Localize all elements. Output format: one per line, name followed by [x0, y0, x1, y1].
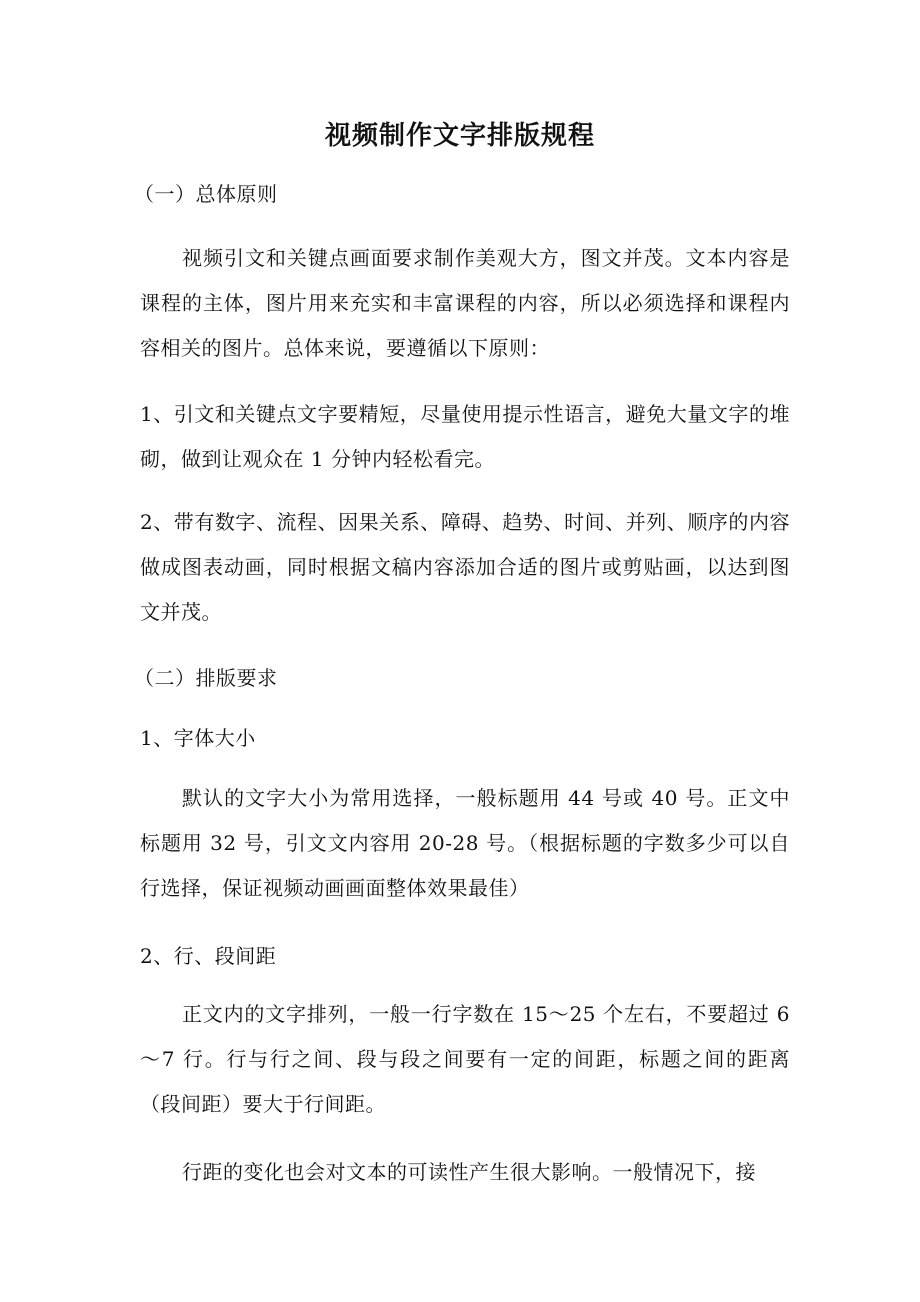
subsection-spacing-body-1: 正文内的文字排列，一般一行字数在 15～25 个左右，不要超过 6～7 行。行与行之间、段与段之间要有一定的间距，标题之间的距离（段间距）要大于行间距。 — [140, 1002, 790, 1116]
section-1-point-1: 1、引文和关键点文字要精短，尽量使用提示性语言，避免大量文字的堆砌，做到让观众在 1 分钟内轻松看完。 — [140, 402, 790, 471]
document-title: 视频制作文字排版规程 — [324, 121, 595, 151]
subsection-spacing-body-2: 行距的变化也会对文本的可读性产生很大影响。一般情况下，接 — [182, 1160, 756, 1184]
subsection-font-size-heading: 1、字体大小 — [140, 726, 256, 750]
section-1-intro-paragraph: 视频引文和关键点画面要求制作美观大方，图文并茂。文本内容是课程的主体，图片用来充实和丰富课程的内容，所以必须选择和课程内容相关的图片。总体来说，要遵循以下原则： — [140, 246, 790, 360]
section-2-heading: （二）排版要求 — [134, 666, 278, 690]
subsection-font-size-body: 默认的文字大小为常用选择，一般标题用 44 号或 40 号。正文中标题用 32 号，引文文内容用 20-28 号。（根据标题的字数多少可以自行选择，保证视频动画画面整体效果最佳） — [140, 786, 790, 900]
section-1-point-2: 2、带有数字、流程、因果关系、障碍、趋势、时间、并列、顺序的内容做成图表动画，同时根据文稿内容添加合适的图片或剪贴画，以达到图文并茂。 — [140, 510, 790, 624]
section-1-heading: （一）总体原则 — [134, 182, 278, 206]
subsection-spacing-heading: 2、行、段间距 — [140, 944, 277, 968]
